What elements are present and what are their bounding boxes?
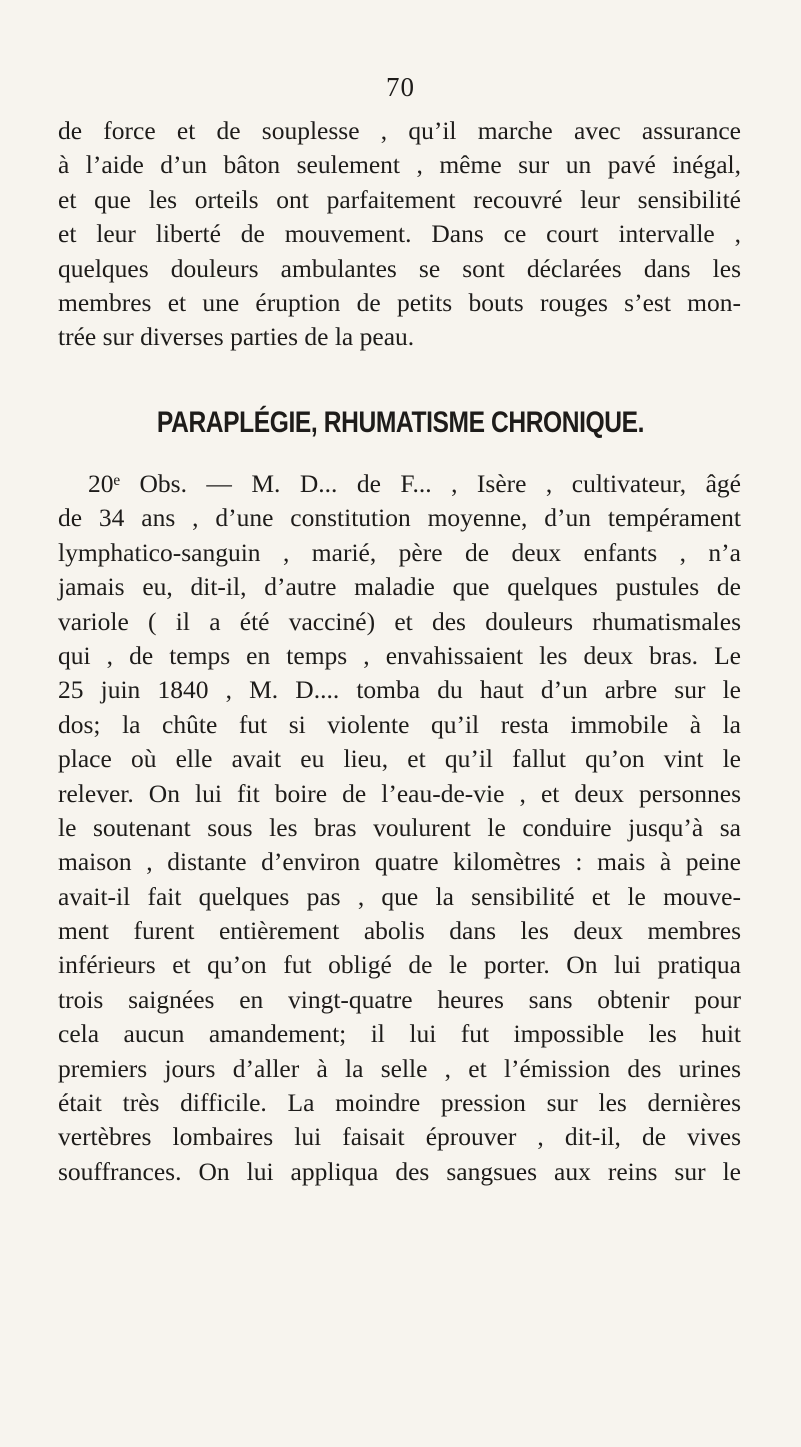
- continued-paragraph: [58, 114, 741, 355]
- text-line: de force et de souplesse , qu’il marche avec assurance: [58, 116, 741, 145]
- text-line: avait-il fait quelques pas , que la sensibilité et le mouve-: [58, 881, 741, 911]
- text-line: membres et une éruption de petits bouts rouges s’est mon-: [58, 287, 741, 317]
- page-number: 70: [386, 72, 415, 102]
- text-line: quelques douleurs ambulantes se sont déclarées dans les: [58, 253, 741, 283]
- text-line: relever. On lui fit boire de l’eau-de-vie , et deux personnes: [58, 778, 741, 808]
- text-line: 25 juin 1840 , M. D.... tomba du haut d’un arbre sur le: [58, 675, 741, 705]
- text-line: lymphatico-sanguin , marié, père de deux enfants , n’a: [58, 537, 741, 567]
- text-line: le soutenant sous les bras voulurent le conduire jusqu’à sa: [58, 812, 741, 842]
- text-line: inférieurs et qu’on fut obligé de le porter. On lui pratiqua: [58, 950, 741, 980]
- section-heading: PARAPLÉGIE, RHUMATISME CHRONIQUE.: [156, 406, 645, 439]
- text-line: place où elle avait eu lieu, et qu’il fallut qu’on vint le: [58, 744, 741, 774]
- observation-paragraph: [58, 467, 741, 1189]
- text-line: variole ( il a été vacciné) et des douleurs rhumatismales: [58, 606, 741, 636]
- text-line: premiers jours d’aller à la selle , et l’émission des urines: [58, 1053, 741, 1083]
- text-line: 20ᵉ Obs. — M. D... de F... , Isère , cultivateur, âgé: [88, 469, 741, 498]
- text-line: souffrances. On lui appliqua des sangsues aux reins sur le: [58, 1156, 741, 1186]
- text-line: à l’aide d’un bâton seulement , même sur un pavé inégal,: [58, 150, 741, 180]
- text-line: trée sur diverses parties de la peau.: [58, 322, 415, 352]
- text-line: était très difficile. La moindre pression sur les dernières: [58, 1088, 741, 1118]
- text-line: ment furent entièrement abolis dans les deux membres: [58, 916, 741, 946]
- text-line: de 34 ans , d’une constitution moyenne, d’un tempérament: [58, 503, 741, 533]
- text-line: vertèbres lombaires lui faisait éprouver , dit-il, de vives: [58, 1122, 741, 1152]
- text-line: et que les orteils ont parfaitement recouvré leur sensibilité: [58, 184, 741, 214]
- text-line: et leur liberté de mouvement. Dans ce court intervalle ,: [58, 219, 741, 249]
- text-line: trois saignées en vingt-quatre heures sans obtenir pour: [58, 984, 741, 1014]
- text-line: maison , distante d’environ quatre kilomètres : mais à peine: [58, 847, 741, 877]
- text-line: qui , de temps en temps , envahissaient les deux bras. Le: [58, 640, 741, 670]
- text-line: dos; la chûte fut si violente qu’il resta immobile à la: [58, 709, 741, 739]
- text-line: jamais eu, dit-il, d’autre maladie que quelques pustules de: [58, 572, 741, 602]
- text-line: cela aucun amandement; il lui fut impossible les huit: [58, 1019, 741, 1049]
